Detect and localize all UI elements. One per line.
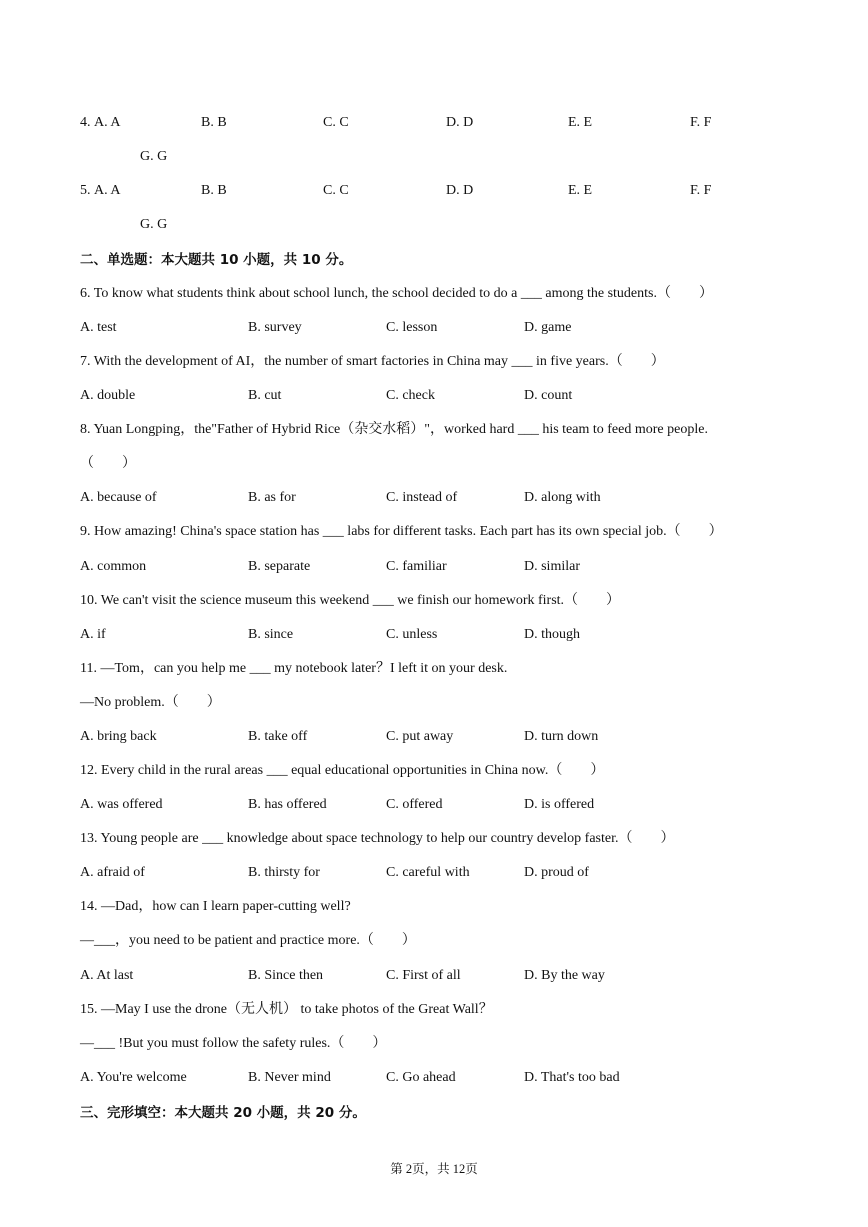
option-8-d: D. along with [524,490,601,505]
option-6-b: B. survey [248,320,302,335]
option-6-d: D. game [524,320,572,335]
option-9-d: D. similar [524,559,580,574]
question-number: 4. [80,115,91,130]
matching-row-4 [80,114,91,132]
matching-row-5 [80,182,91,200]
option-4-g: G. G [140,149,168,164]
question-stem-6: 6. To know what students think about school lunch, the school decided to do a ___ among the students.（ ） [80,286,713,301]
option-7-a: A. double [80,388,136,403]
option-14-c: C. First of all [386,968,461,983]
question-stem-13: 13. Young people are ___ knowledge about space technology to help our country develop faster.（ ） [80,831,675,846]
question-stem-15: 15. —May I use the drone（无人机） to take photos of the Great Wall？ [80,1002,493,1017]
option-15-d: D. That's too bad [524,1070,620,1085]
option-5-a: A. A [94,183,121,198]
option-9-c: C. familiar [386,559,447,574]
option-10-b: B. since [248,627,294,642]
option-12-a: A. was offered [80,797,163,812]
option-10-d: D. though [524,627,580,642]
question-stem-11: 11. —Tom，can you help me ___ my notebook later？I left it on your desk. [80,661,508,676]
option-5-e: E. E [568,183,593,198]
option-5-g: G. G [140,217,168,232]
option-11-b: B. take off [248,729,308,744]
option-11-a: A. bring back [80,729,157,744]
option-4-d: D. D [446,115,474,130]
section-title-cloze: 三、完形填空：本大题共 20 小题，共 20 分。 [80,1105,366,1121]
option-7-d: D. count [524,388,573,403]
option-15-a: A. You're welcome [80,1070,187,1085]
option-4-e: E. E [568,115,593,130]
option-15-b: B. Never mind [248,1070,331,1085]
question-stem-14-cont: —___，you need to be patient and practice more.（ ） [80,933,416,948]
option-5-b: B. B [201,183,227,198]
option-8-a: A. because of [80,490,157,505]
option-4-b: B. B [201,115,227,130]
option-5-c: C. C [323,183,349,198]
option-14-a: A. At last [80,968,134,983]
question-stem-8: 8. Yuan Longping，the"Father of Hybrid Rice（杂交水稻）"，worked hard ___ his team to feed more people. [80,422,708,437]
option-4-f: F. F [690,115,712,130]
option-8-b: B. as for [248,490,296,505]
question-stem-14: 14. —Dad，how can I learn paper-cutting well? [80,899,351,914]
option-7-b: B. cut [248,388,282,403]
question-stem-8-cont: （ ） [80,456,136,471]
option-6-a: A. test [80,320,117,335]
option-15-c: C. Go ahead [386,1070,456,1085]
section-title-single-choice: 二、单选题：本大题共 10 小题，共 10 分。 [80,252,353,268]
option-13-d: D. proud of [524,865,589,880]
option-8-c: C. instead of [386,490,458,505]
question-stem-7: 7. With the development of AI，the number of smart factories in China may ___ in five years.（ ） [80,354,665,369]
question-number: 5. [80,183,91,198]
option-10-a: A. if [80,627,106,642]
question-stem-15-cont: —___ !But you must follow the safety rules.（ ） [80,1036,387,1051]
option-7-c: C. check [386,388,435,403]
question-stem-11-cont: —No problem.（ ） [80,695,221,710]
option-6-c: C. lesson [386,320,438,335]
option-5-f: F. F [690,183,712,198]
question-stem-9: 9. How amazing! China's space station has ___ labs for different tasks. Each part has its own special job.（ ） [80,524,723,539]
question-stem-10: 10. We can't visit the science museum this weekend ___ we finish our homework first.（ ） [80,593,621,608]
option-4-c: C. C [323,115,349,130]
option-10-c: C. unless [386,627,438,642]
option-13-c: C. careful with [386,865,470,880]
page-footer: 第 2页，共 12页 [390,1162,478,1176]
option-5-d: D. D [446,183,474,198]
option-11-d: D. turn down [524,729,599,744]
option-14-b: B. Since then [248,968,324,983]
option-13-a: A. afraid of [80,865,145,880]
option-9-a: A. common [80,559,147,574]
option-9-b: B. separate [248,559,311,574]
option-13-b: B. thirsty for [248,865,320,880]
option-12-b: B. has offered [248,797,327,812]
question-stem-12: 12. Every child in the rural areas ___ equal educational opportunities in China now.（ ） [80,763,605,778]
option-14-d: D. By the way [524,968,605,983]
option-4-a: A. A [94,115,121,130]
option-12-d: D. is offered [524,797,595,812]
option-11-c: C. put away [386,729,454,744]
option-12-c: C. offered [386,797,443,812]
